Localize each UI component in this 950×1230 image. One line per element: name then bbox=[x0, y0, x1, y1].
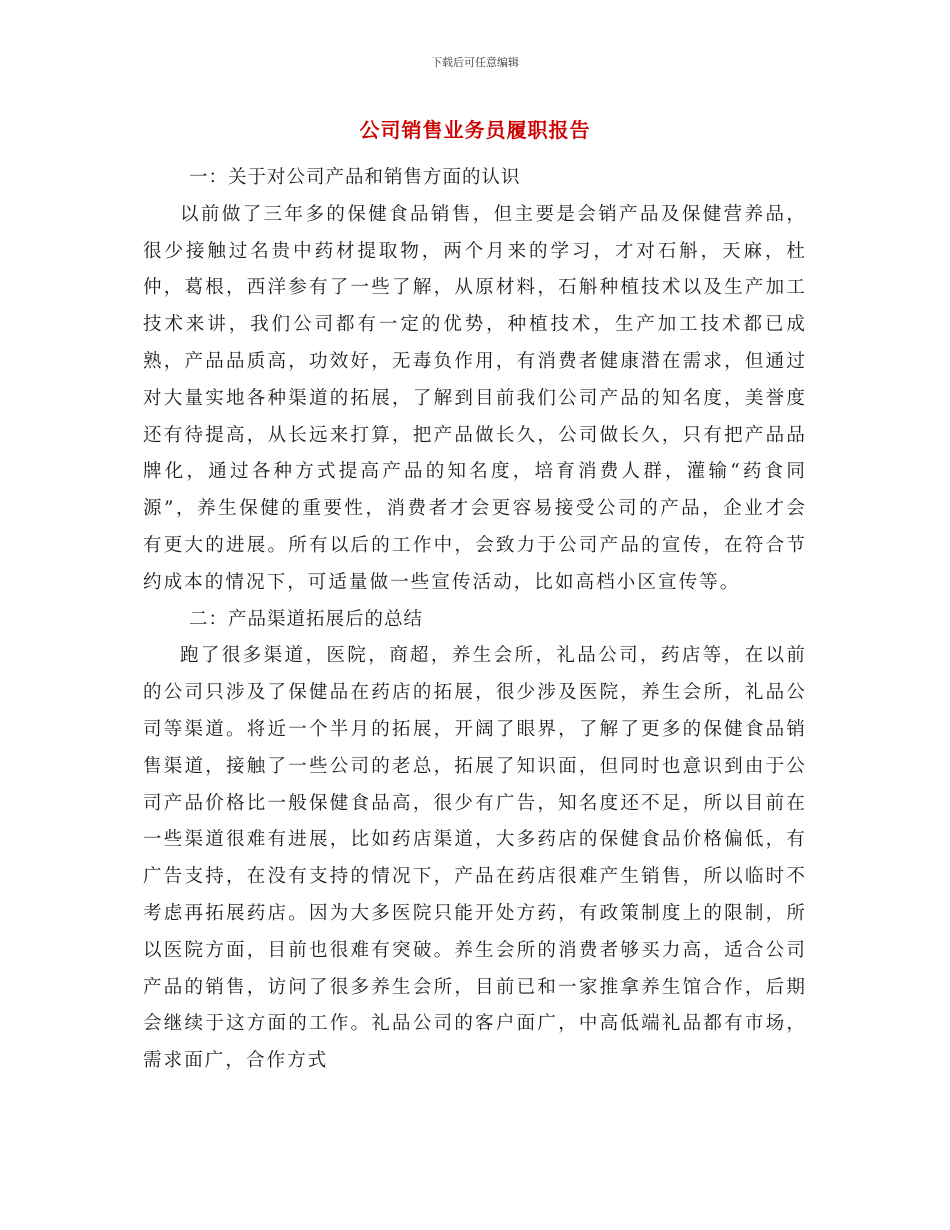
document-title: 公司销售业务员履职报告 bbox=[359, 118, 591, 142]
header-note: 下载后可任意编辑 bbox=[431, 56, 519, 69]
section-heading-1: 一：关于对公司产品和销售方面的认识 bbox=[189, 167, 521, 188]
document-body bbox=[143, 160, 807, 1080]
section-paragraph-2: 跑了很多渠道，医院，商超，养生会所，礼品公司，药店等，在以前的公司只涉及了保健品在药店的拓展，很少涉及医院，养生会所，礼品公司等渠道。将近一个半月的拓展，开阔了眼界，了解了更多的保健食品销售渠道，接触了一些公司的老总，拓展了知识面，但同时也意识到由于公司产品价格比一般保健食品高，很少有广告，知名度还不足，所以目前在一些渠道很难有进展，比如药店渠道，大多药店的保健食品价格偏低，有广告支持，在没有支持的情况下，产品在药店很难产生销售，所以临时不考虑再拓展药店。因为大多医院只能开处方药，有政策制度上的限制，所以医院方面，目前也很难有突破。养生会所的消费者够买力高，适合公司产品的销售，访问了很多养生会所，目前已和一家推拿养生馆合作，后期会继续于这方面的工作。礼品公司的客户面广，中高低端礼品都有市场，需求面广，合作方式 bbox=[143, 645, 807, 1072]
section-paragraph-1: 以前做了三年多的保健食品销售，但主要是会销产品及保健营养品，很少接触过名贵中药材提取物，两个月来的学习，才对石斛，天麻，杜仲，葛根，西洋参有了一些了解，从原材料，石斛种植技术以及生产加工技术来讲，我们公司都有一定的优势，种植技术，生产加工技术都已成熟，产品品质高，功效好，无毒负作用，有消费者健康潜在需求，但通过对大量实地各种渠道的拓展，了解到目前我们公司产品的知名度，美誉度还有待提高，从长远来打算，把产品做长久，公司做长久，只有把产品品牌化，通过各种方式提高产品的知名度，培育消费人群，灌输“药食同源”，养生保健的重要性，消费者才会更容易接受公司的产品，企业才会有更大的进展。所有以后的工作中，会致力于公司产品的宣传，在符合节约成本的情况下，可适量做一些宣传活动，比如高档小区宣传等。 bbox=[143, 203, 807, 593]
section-heading-2: 二：产品渠道拓展后的总结 bbox=[189, 608, 424, 630]
